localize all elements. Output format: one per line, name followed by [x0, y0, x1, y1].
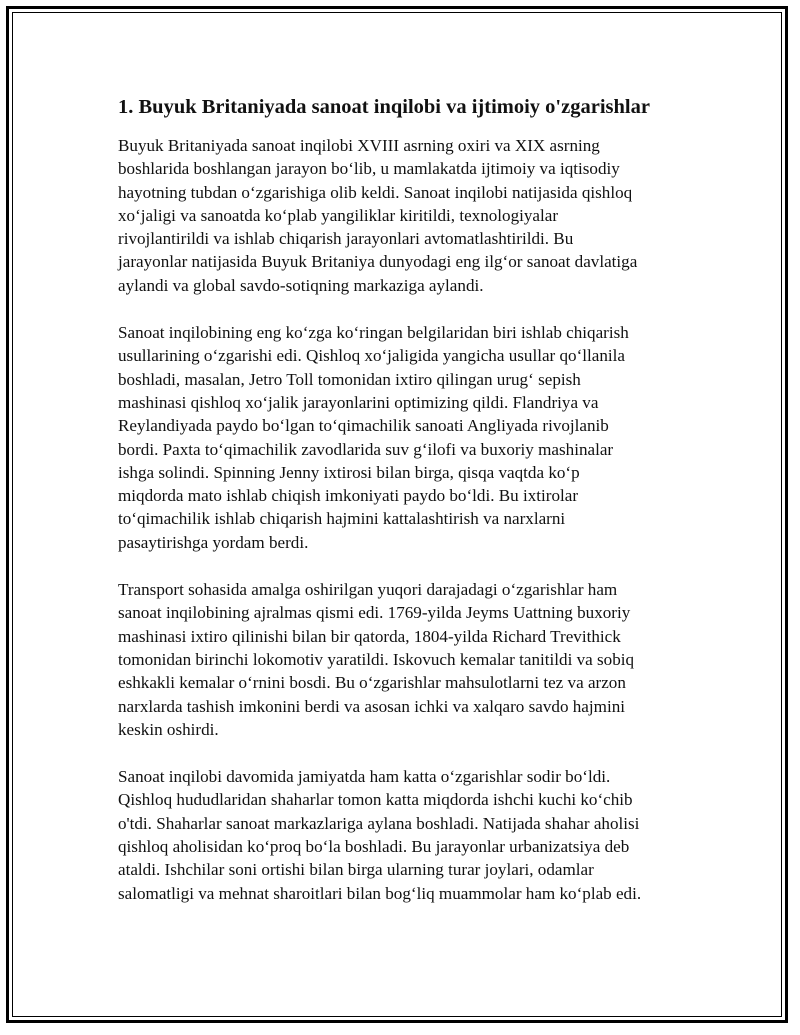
- text-line: eshkakli kemalar o‘rnini bosdi. Bu o‘zgarishlar mahsulotlarni tez va arzon: [118, 673, 626, 693]
- text-line: mashinasi ixtiro qilinishi bilan bir qatorda, 1804-yilda Richard Trevithick: [118, 626, 621, 646]
- text-line: tomonidan birinchi lokomotiv yaratildi. Iskovuch kemalar tanitildi va sobiq: [118, 649, 635, 669]
- text-line: ishga solindi. Spinning Jenny ixtirosi bilan birga, qisqa vaqtda ko‘p: [118, 462, 580, 482]
- text-line: bordi. Paxta to‘qimachilik zavodlarida suv g‘ilofi va buxoriy mashinalar: [118, 439, 614, 459]
- text-line: Sanoat inqilobi davomida jamiyatda ham katta o‘zgarishlar sodir bo‘ldi.: [118, 767, 611, 787]
- text-line: pasaytirishga yordam berdi.: [118, 532, 309, 552]
- text-line: to‘qimachilik ishlab chiqarish hajmini kattalashtirish va narxlarni: [118, 509, 566, 529]
- text-line: qishloq aholisidan ko‘proq bo‘la boshladi. Bu jarayonlar urbanizatsiya deb: [118, 837, 630, 857]
- text-line: boshladi, masalan, Jetro Toll tomonidan ixtiro qilingan urug‘ sepish: [118, 369, 581, 389]
- text-line: xo‘jaligi va sanoatda ko‘plab yangiliklar kiritildi, texnologiyalar: [118, 205, 559, 225]
- text-line: hayotning tubdan o‘zgarishiga olib keldi. Sanoat inqilobi natijasida qishloq: [118, 182, 633, 202]
- text-line: miqdorda mato ishlab chiqish imkoniyati paydo bo‘ldi. Bu ixtirolar: [118, 486, 579, 506]
- text-line: Qishloq hududlaridan shaharlar tomon katta miqdorda ishchi kuchi ko‘chib: [118, 790, 633, 810]
- text-line: salomatligi va mehnat sharoitlari bilan bog‘liq muammolar ham ko‘plab edi.: [118, 883, 642, 903]
- text-line: ataldi. Ishchilar soni ortishi bilan birga ularning turar joylari, odamlar: [118, 860, 594, 880]
- text-line: rivojlantirildi va ishlab chiqarish jarayonlari avtomatlashtirildi. Bu: [118, 229, 574, 249]
- text-line: keskin oshirdi.: [118, 719, 219, 739]
- paragraph-social-changes: [118, 765, 688, 905]
- text-line: mashinasi qishloq xo‘jalik jarayonlarini optimizing qildi. Flandriya va: [118, 392, 599, 412]
- document-body: [118, 94, 688, 929]
- text-line: jarayonlar natijasida Buyuk Britaniya dunyodagi eng ilg‘or sanoat davlatiga: [118, 252, 638, 272]
- text-line: boshlarida boshlangan jarayon bo‘lib, u mamlakatda ijtimoiy va iqtisodiy: [118, 159, 620, 179]
- text-line: Reylandiyada paydo bo‘lgan to‘qimachilik sanoati Angliyada rivojlanib: [118, 416, 609, 436]
- text-line: usullarining o‘zgarishi edi. Qishloq xo‘jaligida yangicha usullar qo‘llanila: [118, 346, 625, 366]
- text-line: o'tdi. Shaharlar sanoat markazlariga aylana boshladi. Natijada shahar aholisi: [118, 813, 640, 833]
- text-line: narxlarda tashish imkonini berdi va asosan ichki va xalqaro savdo hajmini: [118, 696, 625, 716]
- paragraph-transport: [118, 578, 688, 741]
- text-line: sanoat inqilobining ajralmas qismi edi. 1769-yilda Jeyms Uattning buxoriy: [118, 603, 631, 623]
- paragraph-industrial-revolution-intro: [118, 134, 688, 297]
- text-line: Buyuk Britaniyada sanoat inqilobi XVIII asrning oxiri va XIX asrning: [118, 136, 600, 155]
- text-line: Transport sohasida amalga oshirilgan yuqori darajadagi o‘zgarishlar ham: [118, 580, 618, 600]
- text-line: Sanoat inqilobining eng ko‘zga ko‘ringan belgilaridan biri ishlab chiqarish: [118, 323, 629, 343]
- section-heading: 1. Buyuk Britaniyada sanoat inqilobi va ijtimoiy o'zgarishlar: [118, 96, 650, 118]
- text-line: aylandi va global savdo-sotiqning markaziga aylandi.: [118, 275, 484, 295]
- paragraph-production-methods: [118, 321, 688, 554]
